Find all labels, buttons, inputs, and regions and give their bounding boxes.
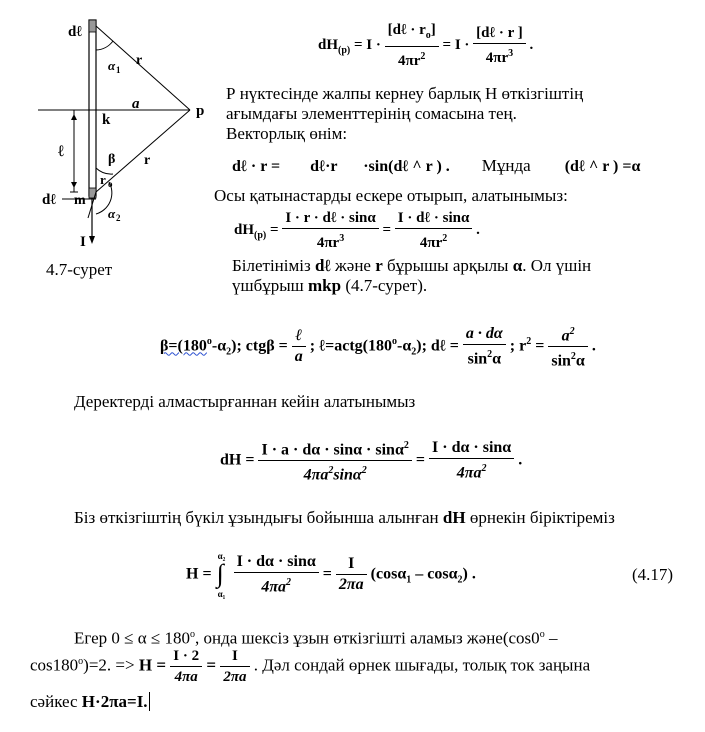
label-dl-bottom: dℓ	[42, 192, 56, 208]
equation-2: $dH_{(p)}$ = $\frac{\text{I · r · dℓ · sinα}}{4\pi r^3}$ = $\frac{\text{I · dℓ · sinα}}{4\pi r^2}$ .	[234, 210, 480, 251]
equation-5: H = α₂ ∫ α₁ $\frac{I \cdot d\alpha \cdot \sin\alpha}{4\pi a^2}$ = $\frac{I}{2\pi a}$ (cosα$_1$ – cosα$_2$) .	[186, 550, 476, 599]
paragraph-3-line-1: Білетініміз dℓ және r бұрышы арқылы α. Ол үшін	[232, 256, 592, 275]
label-k: k	[102, 112, 111, 128]
equation-1: $dH_{(p)} = I$ · $\frac{[d\ell \cdot r_o]}{4\pi r^2}$ = I · $\frac{\text{[dℓ · r ]}}{4\pi r^3}$ .	[318, 22, 534, 69]
equation-4: dH = $\frac{I \cdot a \cdot d\alpha \cdot \sin\alpha \cdot \sin\alpha^2}{4\pi a^2\sin\alpha^2}$ = $\frac{I \cdot d\alpha \cdot \sin\alpha}{4\pi a^2}$ .	[220, 436, 522, 486]
conductor	[89, 20, 96, 196]
paragraph-1-line-1: Р нүктесінде жалпы кернеу барлық Н өткізгіштің	[226, 84, 584, 103]
paragraph-6-line-3: сәйкес H·2πa=I.	[30, 692, 148, 711]
label-r0: r	[100, 172, 106, 187]
equation-3: $\beta=(180^о-\alpha_2)$; ctgβ = $\frac{\text{ℓ}}{a}$ ; $\ell=actg(180^о-\alpha_2)$; dℓ = $\frac{a \cdot d\alpha}{\sin^2\alpha}$ ; $r^2$ = $\frac{a^2}{\sin^2\alpha}$ .	[160, 322, 596, 372]
paragraph-1-line-2: ағымдағы элементтерінің сомасына тең.	[226, 104, 517, 123]
label-I: I	[80, 234, 86, 250]
paragraph-6-line-1: Егер $0 \le \alpha \le 180^о$, онда шексіз ұзын өткізгішті аламыз $және(\cos 0^о$ –	[74, 628, 558, 648]
svg-text:1: 1	[116, 65, 121, 75]
equation-number: (4.17)	[632, 565, 674, 584]
dl-top-element	[89, 20, 96, 32]
figure-4-7	[30, 18, 230, 258]
paragraph-6-line-2: $\cos 180^о)=2$. => H = $\frac{I \cdot 2}{4\pi a}$ = $\frac{I}{2\pi a}$ . Дәл сондай өрнек шығады, толық ток заңына	[30, 648, 591, 685]
paragraph-1-line-3: Векторлық өнім:	[226, 124, 348, 143]
paragraph-5: Біз өткізгіштің бүкіл ұзындығы бойынша алынған dH өрнекін біріктіреміз	[74, 508, 615, 527]
svg-text:α: α	[108, 206, 116, 221]
paragraph-3-line-2: үшбұрыш mkp (4.7-сурет).	[232, 276, 428, 295]
vector-product-line: dℓ · r = dℓ·r ·sin(dℓ ^ r ) . Мұнда (dℓ ^ r ) =α	[232, 156, 641, 175]
label-r-mid: r	[144, 153, 151, 168]
figure-caption: 4.7-сурет	[46, 260, 113, 279]
paragraph-4: Деректерді алмастырғаннан кейін алатынымыз	[74, 392, 416, 411]
label-a: a	[132, 96, 140, 112]
label-m: m	[74, 193, 86, 208]
svg-text:α: α	[108, 58, 116, 73]
label-r-top: r	[136, 53, 143, 68]
label-beta: β	[108, 152, 116, 167]
label-l: ℓ	[58, 143, 64, 160]
svg-text:o: o	[108, 179, 113, 189]
svg-text:2: 2	[116, 213, 121, 223]
label-p: p	[196, 103, 205, 119]
label-dl-top: dℓ	[68, 24, 82, 40]
paragraph-2: Осы қатынастарды ескере отырып, алатынымыз:	[214, 186, 568, 205]
